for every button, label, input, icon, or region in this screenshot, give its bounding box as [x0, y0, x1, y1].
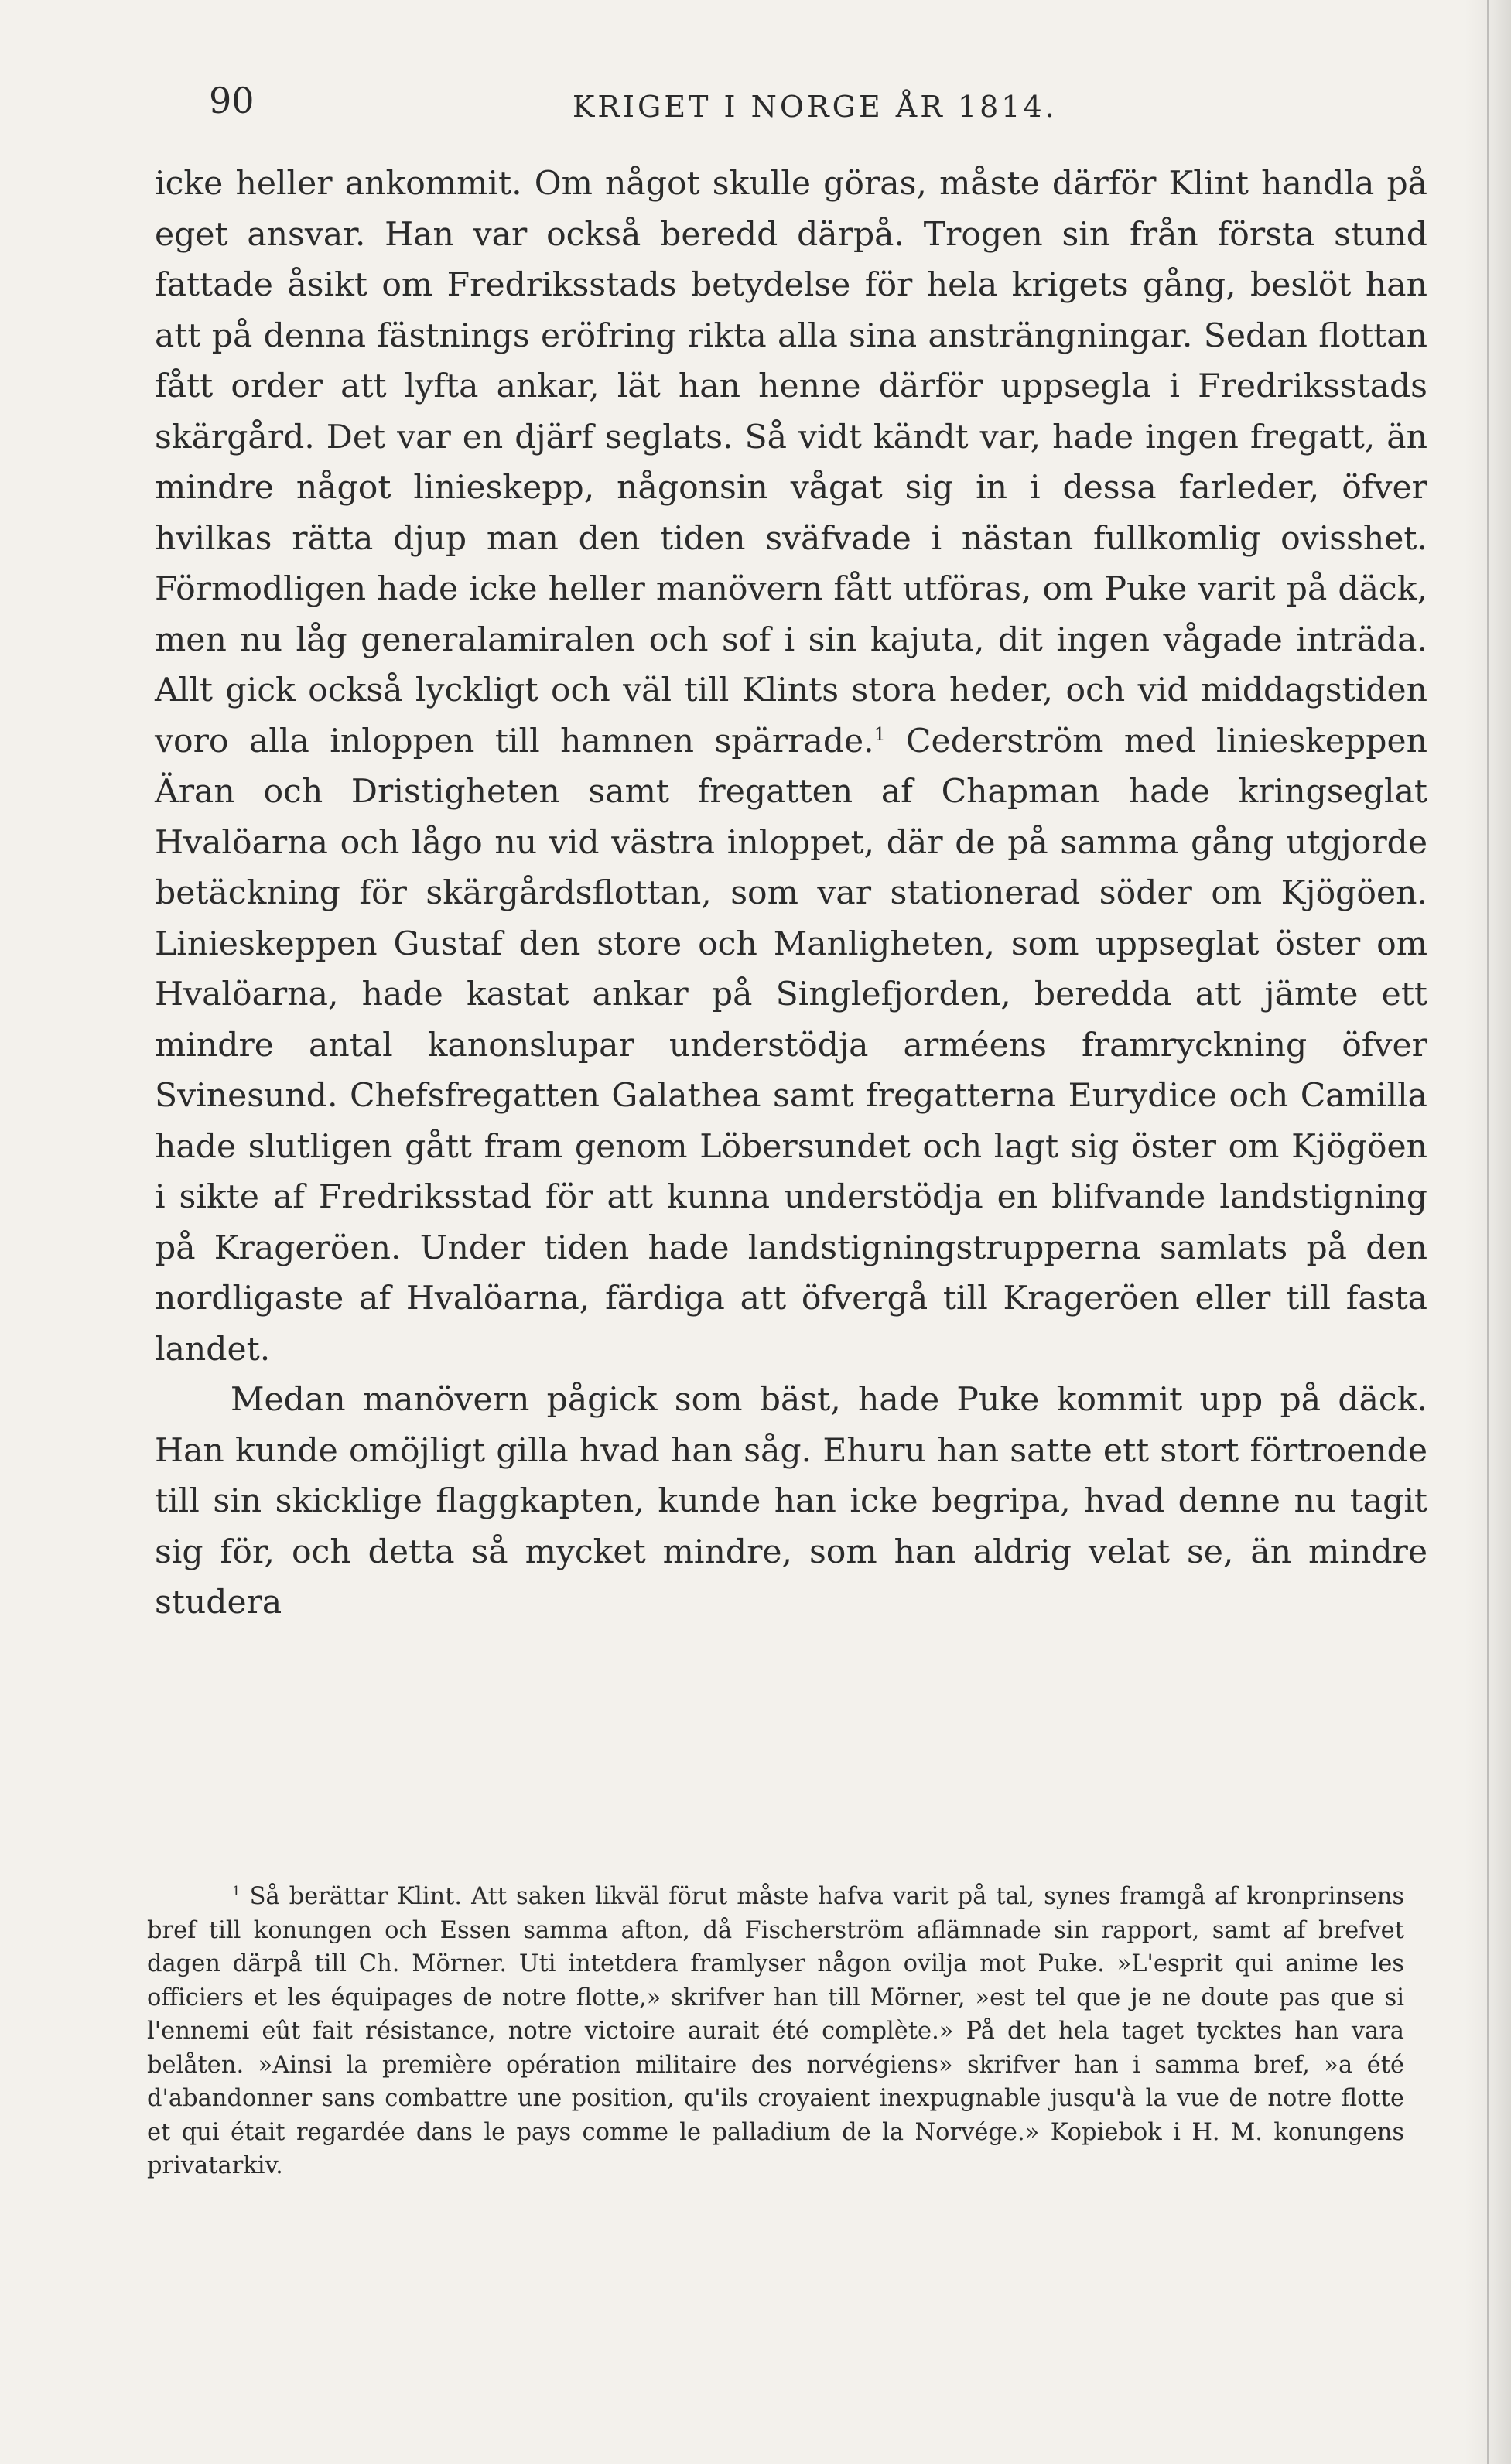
- paragraph-text: icke heller ankommit. Om något skulle göras, måste därför Klint handla på eget ansvar. Han var också beredd därpå. Trogen sin från första stund fattade åsikt om Fredriksstads betydelse för hela krigets gång, beslöt han att på denna fästnings eröfring rikta alla sina ansträngningar. Sedan flottan fått order att lyfta ankar, lät han henne därför uppsegla i Fredriksstads skärgård. Det var en djärf seglats. Så vidt kändt var, hade ingen fregatt, än mindre något linieskepp, någonsin vågat sig in i dessa farleder, öfver hvilkas rätta djup man den tiden sväfvade i nästan fullkomlig ovisshet. Förmodligen hade icke heller manövern fått utföras, om Puke varit på däck, men nu låg generalamiralen och sof i sin kajuta, dit ingen vågade inträda. Allt gick också lyckligt och väl till Klints stora heder, och vid middagstiden voro alla inloppen till hamnen spärrade.: [155, 165, 1427, 760]
- paragraph: [155, 1375, 1427, 1628]
- footnote: [147, 1880, 1404, 2183]
- paragraph-text-continued: Cederström med linieskeppen Äran och Dristigheten samt fregatten af Chapman hade kringseglat Hvalöarna och lågo nu vid västra inloppet, där de på samma gång utgjorde betäckning för skärgårdsflottan, som var stationerad söder om Kjögöen. Linieskeppen Gustaf den store och Manligheten, som uppseglat öster om Hvalöarna, hade kastat ankar på Singlefjorden, beredda att jämte ett mindre antal kanonslupar understödja arméens framryckning öfver Svinesund. Chefsfregatten Galathea samt fregatterna Eurydice och Camilla hade slutligen gått fram genom Löbersundet och lagt sig öster om Kjögöen i sikte af Fredriksstad för att kunna understödja en blifvande landstigning på Krageröen. Under tiden hade landstigningstrupperna samlats på den nordligaste af Hvalöarna, färdiga att öfvergå till Krageröen eller till fasta landet.: [155, 722, 1427, 1369]
- page-edge-line: [1487, 0, 1489, 2464]
- page-number: 90: [209, 80, 255, 121]
- footnote-reference: 1: [873, 723, 886, 745]
- footnotes: [147, 1880, 1404, 2183]
- running-title: KRIGET I NORGE ÅR 1814.: [573, 90, 1058, 124]
- paragraph-text: Medan manövern pågick som bäst, hade Puke kommit upp på däck. Han kunde omöjligt gilla hvad han såg. Ehuru han satte ett stort förtroende till sin skicklige flaggkapten, kunde han icke begripa, hvad denne nu tagit sig för, och detta så mycket mindre, som han aldrig velat se, än mindre studera: [155, 1381, 1427, 1622]
- running-header: [209, 77, 1447, 132]
- paragraph: [155, 159, 1427, 1375]
- footnote-text: Så berättar Klint. Att saken likväl förut måste hafva varit på tal, synes framgå af kronprinsens bref till konungen och Essen samma afton, då Fischerström aflämnade sin rapport, samt af brefvet dagen därpå till Ch. Mörner. Uti intetdera framlyser någon ovilja mot Puke. »L'esprit qui anime les officiers et les équipages de notre flotte,» skrifver han till Mörner, »est tel que je ne doute pas que si l'ennemi eût fait résistance, notre victoire aurait été complète.» På det hela taget tycktes han vara belåten. »Ainsi la première opération militaire des norvégiens» skrifver han i samma bref, »a été d'abandonner sans combattre une position, qu'ils croyaient inexpugnable jusqu'à la vue de notre flotte et qui était regardée dans le pays comme le palladium de la Norvége.» Kopiebok i H. M. konungens privatarkiv.: [147, 1883, 1404, 2179]
- main-text: [155, 159, 1427, 1628]
- footnote-marker: 1: [232, 1882, 241, 1898]
